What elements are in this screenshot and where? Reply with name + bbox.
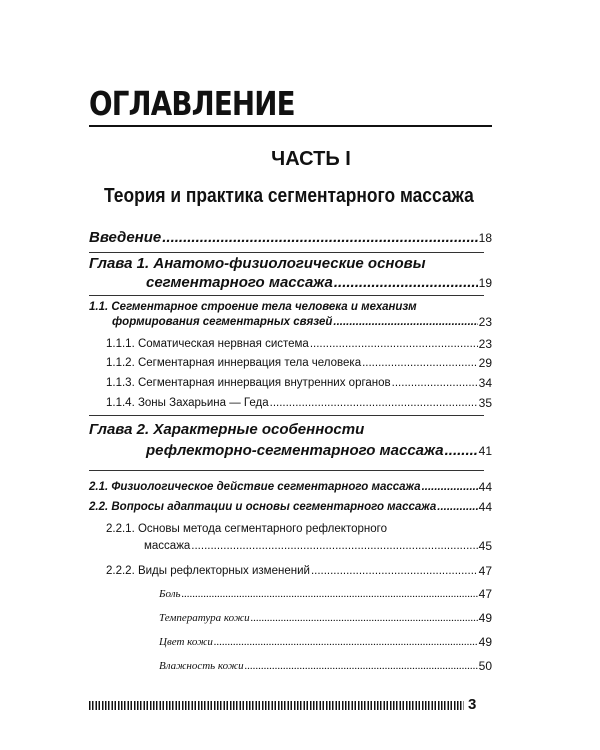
leader-dots — [362, 355, 478, 371]
toc-entry-label: Температура кожи — [159, 612, 250, 624]
toc-entry-1-1-4[interactable] — [106, 395, 492, 411]
leader-dots — [334, 275, 478, 291]
separator-line — [89, 295, 484, 296]
toc-entry-2-2-1-line1[interactable]: 2.2.1. Основы метода сегментарного рефлекторного — [106, 523, 387, 535]
toc-entry-page: 35 — [478, 396, 492, 410]
leader-dots — [245, 658, 478, 674]
toc-entry-label: Влажность кожи — [159, 660, 244, 672]
toc-entry-chapter-1[interactable] — [146, 275, 492, 291]
toc-entry-page: 49 — [478, 611, 492, 625]
toc-entry-label: Боль — [159, 588, 181, 600]
leader-dots — [251, 610, 478, 626]
toc-entry-cvet[interactable] — [159, 634, 492, 650]
toc-entry-1-1-2[interactable] — [106, 355, 492, 371]
toc-entry-page: 18 — [478, 231, 492, 245]
toc-entry-page: 23 — [478, 315, 492, 329]
toc-entry-2-2-1[interactable] — [144, 538, 492, 554]
toc-entry-bol[interactable] — [159, 586, 492, 602]
toc-entry-label: 1.1.1. Соматическая нервная система — [106, 338, 309, 350]
toc-entry-label: 1.1.2. Сегментарная иннервация тела человека — [106, 357, 362, 369]
toc-entry-2-2[interactable] — [89, 499, 492, 515]
toc-entry-label: 1.1.4. Зоны Захарьина — Геда — [106, 397, 269, 409]
part-title: ЧАСТЬ I — [271, 148, 351, 170]
leader-dots — [310, 336, 478, 352]
toc-entry-1-1-3[interactable] — [106, 375, 492, 391]
separator-line — [89, 415, 484, 416]
toc-entry-page: 19 — [478, 276, 492, 290]
toc-entry-page: 49 — [478, 635, 492, 649]
toc-entry-chapter-2-line1[interactable]: Глава 2. Характерные особенности — [89, 421, 365, 438]
leader-dots — [392, 375, 478, 391]
toc-entry-page: 23 — [478, 337, 492, 351]
toc-entry-label: рефлекторно-сегментарного массажа — [146, 442, 444, 459]
toc-entry-page: 44 — [478, 480, 492, 494]
leader-dots — [162, 230, 477, 246]
toc-entry-page: 44 — [478, 500, 492, 514]
leader-dots — [191, 538, 477, 554]
leader-dots — [333, 314, 477, 330]
toc-entry-page: 47 — [478, 587, 492, 601]
toc-entry-label: формирования сегментарных связей — [112, 316, 333, 328]
leader-dots — [214, 634, 478, 650]
toc-entry-label: 2.1. Физиологическое действие сегментарного массажа — [89, 481, 421, 493]
toc-entry-vlazhnost[interactable] — [159, 658, 492, 674]
leader-dots — [311, 563, 478, 579]
toc-entry-page: 34 — [478, 376, 492, 390]
toc-entry-page: 29 — [478, 356, 492, 370]
toc-entry-chapter-2[interactable] — [146, 443, 492, 459]
separator-line — [89, 470, 484, 471]
toc-entry-temperatura[interactable] — [159, 610, 492, 626]
leader-dots — [445, 443, 478, 459]
footer-page-number: 3 — [468, 696, 477, 713]
leader-dots — [270, 395, 478, 411]
toc-entry-1-1-line1[interactable]: 1.1. Сегментарное строение тела человека и механизм — [89, 301, 417, 313]
separator-line — [89, 252, 484, 253]
toc-entry-label: сегментарного массажа — [146, 274, 333, 291]
toc-entry-page: 50 — [478, 659, 492, 673]
toc-entry-label: 2.2. Вопросы адаптации и основы сегментарного массажа — [89, 501, 437, 513]
toc-entry-intro[interactable] — [89, 230, 492, 246]
toc-entry-page: 45 — [478, 539, 492, 553]
toc-entry-label: 1.1.3. Сегментарная иннервация внутренних органов — [106, 377, 391, 389]
toc-entry-1-1[interactable] — [112, 314, 492, 330]
toc-entry-chapter-1-line1[interactable]: Глава 1. Анатомо-физиологические основы — [89, 255, 426, 272]
leader-dots — [437, 499, 477, 515]
title-rule — [89, 125, 492, 127]
toc-entry-page: 47 — [478, 564, 492, 578]
toc-entry-label: 2.2.2. Виды рефлекторных изменений — [106, 565, 310, 577]
page-title: ОГЛАВЛЕНИЕ — [89, 84, 295, 123]
toc-entry-2-1[interactable] — [89, 479, 492, 495]
toc-entry-1-1-1[interactable] — [106, 336, 492, 352]
toc-entry-label: Цвет кожи — [159, 636, 213, 648]
toc-entry-2-2-2[interactable] — [106, 563, 492, 579]
leader-dots — [422, 479, 478, 495]
toc-entry-label: массажа — [144, 540, 191, 552]
leader-dots — [182, 586, 478, 602]
footer-decorative-bar — [89, 701, 464, 710]
toc-entry-label: Введение — [89, 229, 162, 246]
part-subtitle: Теория и практика сегментарного массажа — [104, 185, 474, 207]
toc-entry-page: 41 — [478, 444, 492, 458]
